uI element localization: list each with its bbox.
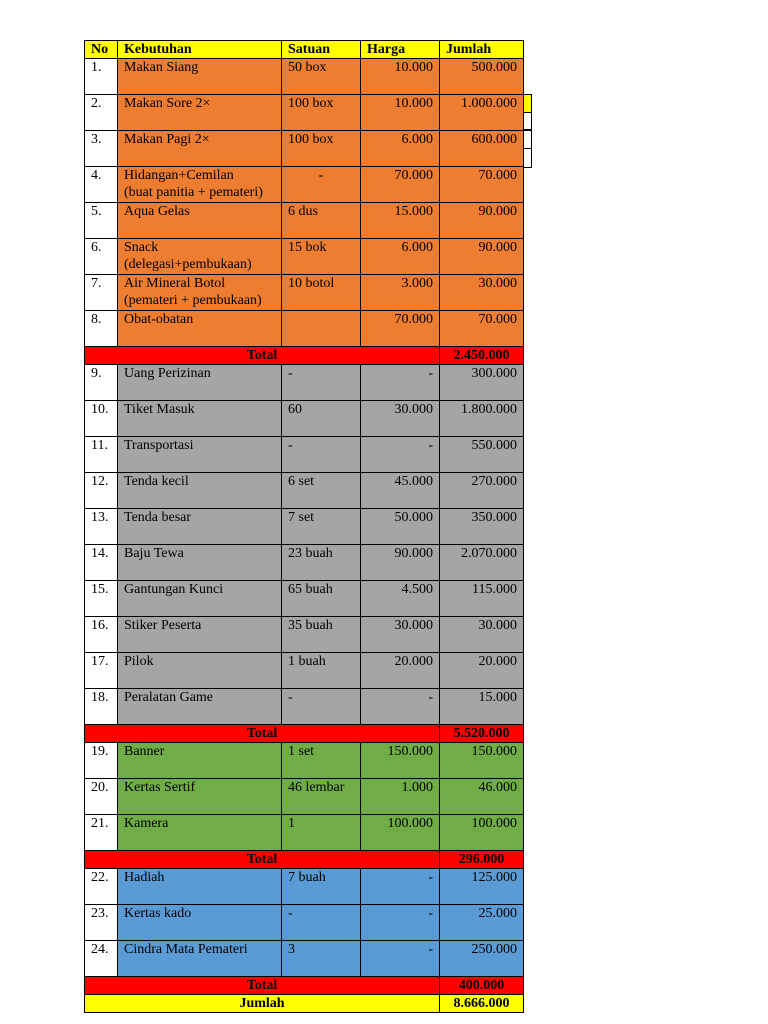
row-jumlah: 90.000 xyxy=(440,203,524,239)
row-kebutuhan xyxy=(118,617,282,653)
row-satuan: 65 buah xyxy=(282,581,361,617)
table-row xyxy=(85,401,524,437)
subtotal-label: Total xyxy=(85,725,440,743)
row-satuan: 7 set xyxy=(282,509,361,545)
kebutuhan-line-1: Hadiah xyxy=(124,870,165,885)
row-harga: - xyxy=(361,869,440,905)
row-satuan: 6 dus xyxy=(282,203,361,239)
row-kebutuhan xyxy=(118,509,282,545)
row-harga: 150.000 xyxy=(361,743,440,779)
kebutuhan-line-1: Transportasi xyxy=(124,438,194,453)
kebutuhan-line-1: Tenda kecil xyxy=(124,474,189,489)
row-jumlah: 20.000 xyxy=(440,653,524,689)
table-row xyxy=(85,869,524,905)
table-row xyxy=(85,203,524,239)
row-kebutuhan xyxy=(118,905,282,941)
subtotal-value: 296.000 xyxy=(440,851,524,869)
kebutuhan-line-1: Banner xyxy=(124,744,165,759)
subtotal-row xyxy=(85,347,524,365)
row-jumlah: 2.070.000 xyxy=(440,545,524,581)
row-satuan: - xyxy=(282,905,361,941)
row-no: 5. xyxy=(85,203,118,239)
row-no: 1. xyxy=(85,59,118,95)
row-no: 7. xyxy=(85,275,118,311)
row-kebutuhan xyxy=(118,239,282,275)
table-row xyxy=(85,743,524,779)
row-harga: 1.000 xyxy=(361,779,440,815)
kebutuhan-line-1: Hidangan+Cemilan xyxy=(124,168,234,183)
row-satuan xyxy=(282,311,361,347)
budget-table-body xyxy=(85,41,524,1013)
table-row xyxy=(85,167,524,203)
kebutuhan-line-2: (pemateri + pembukaan) xyxy=(124,293,262,308)
table-row xyxy=(85,617,524,653)
row-jumlah: 70.000 xyxy=(440,311,524,347)
row-harga: 4.500 xyxy=(361,581,440,617)
row-jumlah: 25.000 xyxy=(440,905,524,941)
table-row xyxy=(85,581,524,617)
subtotal-label: Total xyxy=(85,851,440,869)
header-row xyxy=(85,41,524,59)
row-jumlah: 500.000 xyxy=(440,59,524,95)
row-harga: 45.000 xyxy=(361,473,440,509)
kebutuhan-line-1: Kertas Sertif xyxy=(124,780,196,795)
table-row xyxy=(85,131,524,167)
row-no: 9. xyxy=(85,365,118,401)
row-jumlah: 350.000 xyxy=(440,509,524,545)
row-harga: - xyxy=(361,941,440,977)
row-satuan: 46 lembar xyxy=(282,779,361,815)
row-harga: - xyxy=(361,689,440,725)
row-satuan: 100 box xyxy=(282,131,361,167)
row-satuan: 6 set xyxy=(282,473,361,509)
header-jumlah: Jumlah xyxy=(440,41,524,59)
row-harga: 30.000 xyxy=(361,617,440,653)
row-kebutuhan xyxy=(118,545,282,581)
row-no: 6. xyxy=(85,239,118,275)
row-kebutuhan xyxy=(118,131,282,167)
table-row xyxy=(85,275,524,311)
table-row xyxy=(85,941,524,977)
header-kebutuhan: Kebutuhan xyxy=(118,41,282,59)
kebutuhan-line-1: Makan Sore 2× xyxy=(124,96,211,111)
kebutuhan-line-1: Uang Perizinan xyxy=(124,366,211,381)
header-no: No xyxy=(85,41,118,59)
row-no: 10. xyxy=(85,401,118,437)
row-jumlah: 250.000 xyxy=(440,941,524,977)
row-no: 11. xyxy=(85,437,118,473)
table-row xyxy=(85,437,524,473)
subtotal-label: Total xyxy=(85,977,440,995)
table-row xyxy=(85,779,524,815)
row-harga: 100.000 xyxy=(361,815,440,851)
kebutuhan-line-1: Baju Tewa xyxy=(124,546,184,561)
row-satuan: 10 botol xyxy=(282,275,361,311)
row-kebutuhan xyxy=(118,437,282,473)
kebutuhan-line-1: Snack xyxy=(124,240,159,255)
side-cell-3 xyxy=(523,148,532,168)
subtotal-label: Total xyxy=(85,347,440,365)
row-no: 2. xyxy=(85,95,118,131)
side-cell-2 xyxy=(523,130,532,149)
table-row xyxy=(85,239,524,275)
row-kebutuhan xyxy=(118,311,282,347)
row-no: 24. xyxy=(85,941,118,977)
kebutuhan-line-1: Makan Pagi 2× xyxy=(124,132,210,147)
grand-total-value: 8.666.000 xyxy=(440,995,524,1013)
row-jumlah: 270.000 xyxy=(440,473,524,509)
row-jumlah: 550.000 xyxy=(440,437,524,473)
kebutuhan-line-1: Kamera xyxy=(124,816,169,831)
row-kebutuhan xyxy=(118,167,282,203)
kebutuhan-line-1: Gantungan Kunci xyxy=(124,582,224,597)
row-harga: 6.000 xyxy=(361,239,440,275)
row-no: 8. xyxy=(85,311,118,347)
row-kebutuhan xyxy=(118,365,282,401)
row-kebutuhan xyxy=(118,941,282,977)
row-kebutuhan xyxy=(118,689,282,725)
row-kebutuhan xyxy=(118,59,282,95)
row-no: 17. xyxy=(85,653,118,689)
kebutuhan-line-1: Tiket Masuk xyxy=(124,402,195,417)
row-no: 19. xyxy=(85,743,118,779)
header-satuan: Satuan xyxy=(282,41,361,59)
row-no: 12. xyxy=(85,473,118,509)
row-no: 23. xyxy=(85,905,118,941)
row-no: 4. xyxy=(85,167,118,203)
row-kebutuhan xyxy=(118,581,282,617)
row-jumlah: 30.000 xyxy=(440,275,524,311)
row-no: 13. xyxy=(85,509,118,545)
row-jumlah: 1.000.000 xyxy=(440,95,524,131)
row-satuan: 23 buah xyxy=(282,545,361,581)
table-row xyxy=(85,545,524,581)
row-harga: 10.000 xyxy=(361,59,440,95)
row-no: 18. xyxy=(85,689,118,725)
row-satuan: 1 xyxy=(282,815,361,851)
row-satuan: - xyxy=(282,167,361,203)
kebutuhan-line-1: Peralatan Game xyxy=(124,690,214,705)
table-row xyxy=(85,311,524,347)
row-kebutuhan xyxy=(118,275,282,311)
row-harga: 90.000 xyxy=(361,545,440,581)
row-satuan: 1 buah xyxy=(282,653,361,689)
row-no: 3. xyxy=(85,131,118,167)
kebutuhan-line-1: Pilok xyxy=(124,654,154,669)
row-no: 22. xyxy=(85,869,118,905)
row-jumlah: 600.000 xyxy=(440,131,524,167)
row-satuan: 3 xyxy=(282,941,361,977)
table-row xyxy=(85,653,524,689)
row-satuan: 60 xyxy=(282,401,361,437)
row-kebutuhan xyxy=(118,95,282,131)
row-jumlah: 1.800.000 xyxy=(440,401,524,437)
kebutuhan-line-1: Cindra Mata Pemateri xyxy=(124,942,248,957)
row-jumlah: 100.000 xyxy=(440,815,524,851)
row-kebutuhan xyxy=(118,869,282,905)
row-kebutuhan xyxy=(118,743,282,779)
row-satuan: 100 box xyxy=(282,95,361,131)
row-no: 15. xyxy=(85,581,118,617)
row-satuan: - xyxy=(282,689,361,725)
row-harga: 6.000 xyxy=(361,131,440,167)
kebutuhan-line-1: Air Mineral Botol xyxy=(124,276,226,291)
row-harga: 70.000 xyxy=(361,311,440,347)
kebutuhan-line-2: (buat panitia + pemateri) xyxy=(124,185,263,200)
row-jumlah: 300.000 xyxy=(440,365,524,401)
kebutuhan-line-1: Stiker Peserta xyxy=(124,618,202,633)
row-satuan: 7 buah xyxy=(282,869,361,905)
row-jumlah: 30.000 xyxy=(440,617,524,653)
side-cell-yellow xyxy=(523,94,532,113)
kebutuhan-line-1: Kertas kado xyxy=(124,906,192,921)
row-no: 14. xyxy=(85,545,118,581)
table-row xyxy=(85,59,524,95)
kebutuhan-line-1: Tenda besar xyxy=(124,510,192,525)
subtotal-row xyxy=(85,725,524,743)
row-harga: - xyxy=(361,365,440,401)
row-jumlah: 115.000 xyxy=(440,581,524,617)
table-row xyxy=(85,689,524,725)
row-kebutuhan xyxy=(118,815,282,851)
row-jumlah: 150.000 xyxy=(440,743,524,779)
row-harga: 3.000 xyxy=(361,275,440,311)
table-row xyxy=(85,473,524,509)
budget-table xyxy=(84,40,524,1013)
grand-total-row xyxy=(85,995,524,1013)
row-satuan: 50 box xyxy=(282,59,361,95)
row-kebutuhan xyxy=(118,473,282,509)
row-kebutuhan xyxy=(118,203,282,239)
side-cell-1 xyxy=(523,112,532,130)
header-harga: Harga xyxy=(361,41,440,59)
row-jumlah: 125.000 xyxy=(440,869,524,905)
kebutuhan-line-2: (delegasi+pembukaan) xyxy=(124,257,252,272)
row-harga: 30.000 xyxy=(361,401,440,437)
row-kebutuhan xyxy=(118,401,282,437)
subtotal-value: 400.000 xyxy=(440,977,524,995)
row-jumlah: 90.000 xyxy=(440,239,524,275)
row-satuan: - xyxy=(282,365,361,401)
subtotal-value: 2.450.000 xyxy=(440,347,524,365)
subtotal-row xyxy=(85,977,524,995)
kebutuhan-line-1: Aqua Gelas xyxy=(124,204,190,219)
row-satuan: 15 bok xyxy=(282,239,361,275)
row-jumlah: 46.000 xyxy=(440,779,524,815)
row-jumlah: 15.000 xyxy=(440,689,524,725)
row-harga: 10.000 xyxy=(361,95,440,131)
row-no: 16. xyxy=(85,617,118,653)
kebutuhan-line-1: Obat-obatan xyxy=(124,312,194,327)
table-row xyxy=(85,95,524,131)
kebutuhan-line-1: Makan Siang xyxy=(124,60,199,75)
row-harga: 70.000 xyxy=(361,167,440,203)
row-kebutuhan xyxy=(118,779,282,815)
subtotal-row xyxy=(85,851,524,869)
row-no: 20. xyxy=(85,779,118,815)
table-row xyxy=(85,905,524,941)
table-row xyxy=(85,509,524,545)
grand-total-label: Jumlah xyxy=(85,995,440,1013)
row-kebutuhan xyxy=(118,653,282,689)
row-harga: 15.000 xyxy=(361,203,440,239)
row-satuan: - xyxy=(282,437,361,473)
table-row xyxy=(85,815,524,851)
row-jumlah: 70.000 xyxy=(440,167,524,203)
row-harga: - xyxy=(361,905,440,941)
row-harga: 50.000 xyxy=(361,509,440,545)
row-harga: - xyxy=(361,437,440,473)
row-satuan: 35 buah xyxy=(282,617,361,653)
row-no: 21. xyxy=(85,815,118,851)
row-satuan: 1 set xyxy=(282,743,361,779)
subtotal-value: 5.520.000 xyxy=(440,725,524,743)
table-row xyxy=(85,365,524,401)
row-harga: 20.000 xyxy=(361,653,440,689)
